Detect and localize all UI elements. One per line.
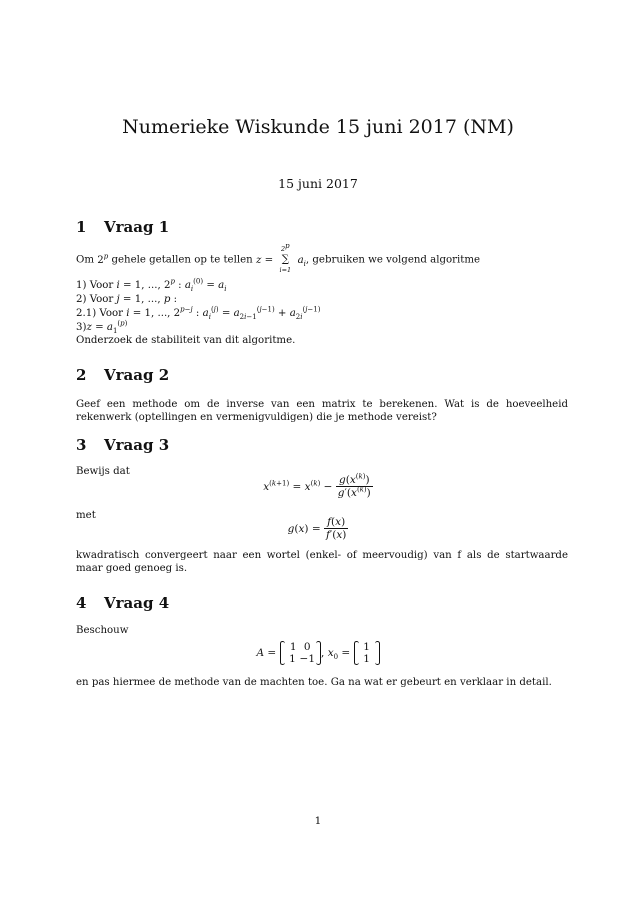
q1-intro [76, 241, 481, 274]
q1-intro-c: , gebruiken we volgend algoritme [305, 254, 481, 266]
section-title: Vraag 1 [104, 218, 170, 236]
matrix-a: 1 0 1 −1 [280, 641, 321, 665]
page-number: 1 [314, 815, 322, 827]
q1-step-3 [76, 319, 128, 336]
math-2p: 2$^p$ [97, 252, 109, 266]
section-heading-4 [76, 594, 169, 612]
step-label: 3) [76, 322, 87, 333]
math-sum: z = 2$^p$ ∑ i=1 $a_i$ [255, 241, 306, 274]
q3-closing: kwadratisch convergeert naar een wortel (enkel- of meervoudig) van f als de startwaarde maar goed genoeg is. [76, 550, 568, 574]
q1-step-1 [76, 277, 227, 294]
q3-met: met [76, 510, 96, 521]
section-number: 3 [76, 436, 87, 454]
section-heading-2 [76, 366, 169, 384]
section-title: Vraag 4 [104, 594, 170, 612]
q3-intro: Bewijs dat [76, 466, 130, 477]
q1-intro-a: Om [76, 254, 95, 266]
document-date: 15 juni 2017 [278, 176, 358, 191]
q4-intro: Beschouw [76, 625, 129, 636]
equation-matrix: A = 1 0 1 −1 , $x_0$ = 1 1 [0, 641, 636, 665]
q1-step-2 [76, 294, 177, 305]
math-step-3: $z = a_1^{(p)}$ [86, 319, 128, 336]
q4-closing: en pas hiermee de methode van de machten toe. Ga na wat er gebeurt en verklaar in detail. [76, 677, 552, 688]
section-heading-3 [76, 436, 169, 454]
q1-intro-b: gehele getallen op te tellen [111, 254, 253, 266]
section-title: Vraag 3 [104, 436, 170, 454]
q1-closing: Onderzoek de stabiliteit van dit algoritme. [76, 335, 296, 346]
step-label: 1) Voor [76, 280, 114, 291]
math-step-2: j = 1, ..., p : [116, 294, 178, 305]
q2-text: Geef een methode om de inverse van een matrix te berekenen. Wat is de hoeveelheid rekenwerk (optellingen en vermenigvuldigen) die je methode vereist? [76, 399, 568, 423]
section-number: 2 [76, 366, 87, 384]
step-label: 2) Voor [76, 294, 114, 305]
math-step-2-1: i = 1, ..., $2^{p-j}$ : $a_i^{(j)} = a_{2i-1}^{(j-1)} + a_{2i}^{(j-1)}$ [126, 305, 321, 322]
q1-step-2-1 [76, 305, 321, 322]
section-number: 4 [76, 594, 87, 612]
page-title: Numerieke Wiskunde 15 juni 2017 (NM) [122, 116, 514, 138]
equation-newton: $x^{(k+1)} = x^{(k)}$ − $\frac{g(x^{(k)})}{g'(x^{(k)})}$ [263, 472, 371, 499]
step-label: 2.1) Voor [76, 308, 123, 319]
section-heading-1 [76, 218, 169, 236]
section-number: 1 [76, 218, 87, 236]
equation-g: g(x) = $\frac{f(x)}{f'(x)}$ [287, 516, 347, 541]
vector-x0: 1 1 [354, 641, 380, 665]
math-step-1: i = 1, ..., 2$^p$ : $a_i^{(0)} = a_i$ [116, 277, 227, 294]
section-title: Vraag 2 [104, 366, 170, 384]
